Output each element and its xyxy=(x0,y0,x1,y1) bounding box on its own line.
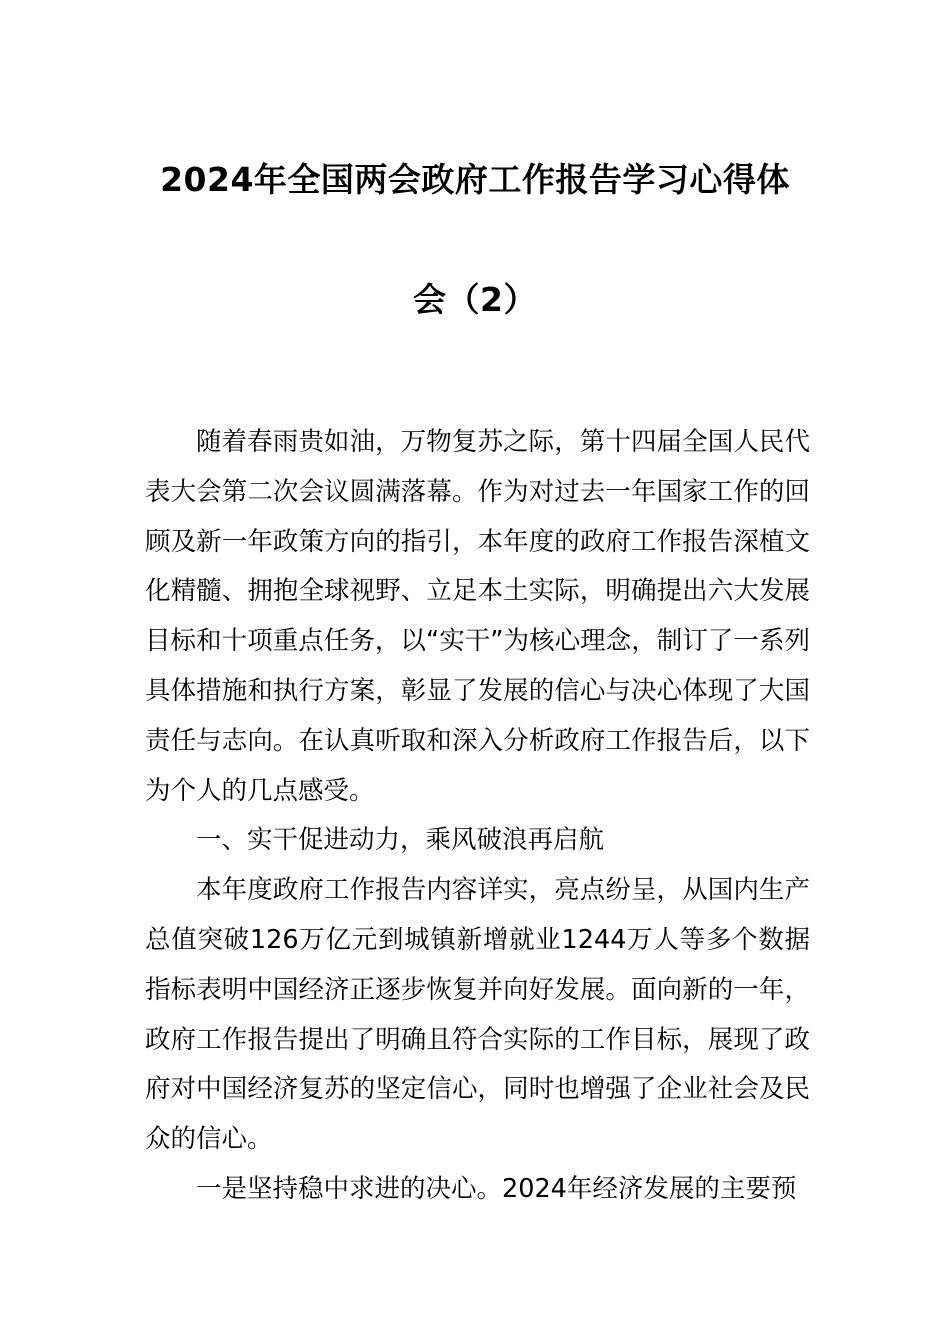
document-title-line-2: 会（2） xyxy=(413,280,537,319)
document-body xyxy=(145,418,810,1215)
paragraph-section-1: 本年度政府工作报告内容详实，亮点纷呈，从国内生产总值突破126万亿元到城镇新增就业1244万人等多个数据指标表明中国经济正逐步恢复并向好发展。面向新的一年，政府工作报告提出了明确且符合实际的工作目标，展现了政府对中国经济复苏的坚定信心，同时也增强了企业社会及民众的信心。 xyxy=(145,875,810,1155)
document-title-line-1: 2024年全国两会政府工作报告学习心得体 xyxy=(160,160,790,199)
section-heading-1: 一、实干促进动力，乘风破浪再启航 xyxy=(196,825,605,856)
paragraph-point-1: 一是坚持稳中求进的决心。2024年经济发展的主要预 xyxy=(196,1173,797,1204)
paragraph-intro: 随着春雨贵如油，万物复苏之际，第十四届全国人民代表大会第二次会议圆满落幕。作为对过去一年国家工作的回顾及新一年政策方向的指引，本年度的政府工作报告深植文化精髓、拥抱全球视野、立足本土实际，明确提出六大发展目标和十项重点任务，以“实干”为核心理念，制订了一系列具体措施和执行方案，彰显了发展的信心与决心体现了大国责任与志向。在认真听取和深入分析政府工作报告后，以下为个人的几点感受。 xyxy=(145,427,810,806)
